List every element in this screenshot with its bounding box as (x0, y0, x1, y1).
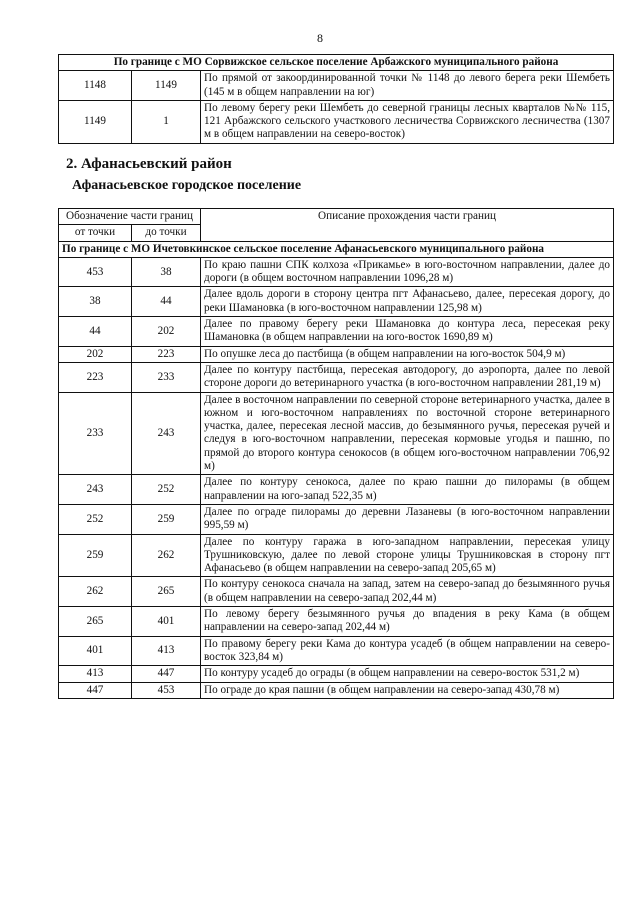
cell-from: 447 (59, 682, 132, 698)
table-header-row (59, 209, 614, 225)
cell-from: 243 (59, 475, 132, 505)
cell-description: По левому берегу реки Шембеть до северной границы лесных кварталов №№ 115, 121 Арбажского сельского участкового лесничества Сорвижского лесничества (1307 м в общем направлении на северо-восток) (201, 100, 614, 143)
boundary-table-afanasyevo (58, 208, 614, 699)
section-title: По границе с МО Ичетовкинское сельское поселение Афанасьевского муниципального района (59, 241, 614, 257)
cell-description: Далее по ограде пилорамы до деревни Лазаневы (в юго-восточном направлении 995,59 м) (201, 504, 614, 534)
cell-from: 413 (59, 666, 132, 682)
cell-from: 1148 (59, 71, 132, 101)
cell-from: 233 (59, 392, 132, 475)
cell-from: 223 (59, 362, 132, 392)
table-row (59, 392, 614, 475)
region-heading: 2. Афанасьевский район (66, 156, 232, 172)
table-row (59, 534, 614, 577)
cell-to: 223 (132, 346, 201, 362)
cell-from: 252 (59, 504, 132, 534)
table-row (59, 362, 614, 392)
cell-description: По краю пашни СПК колхоза «Прикамье» в юго-восточном направлении, далее до дороги (в общем восточном направлении 1096,28 м) (201, 257, 614, 287)
cell-to: 233 (132, 362, 201, 392)
table-row (59, 475, 614, 505)
header-to: до точки (132, 225, 201, 241)
cell-description: По ограде до края пашни (в общем направлении на северо-запад 430,78 м) (201, 682, 614, 698)
cell-to: 202 (132, 317, 201, 347)
cell-to: 453 (132, 682, 201, 698)
cell-to: 38 (132, 257, 201, 287)
table-row (59, 636, 614, 666)
cell-from: 259 (59, 534, 132, 577)
cell-to: 44 (132, 287, 201, 317)
cell-description: Далее по контуру гаража в юго-западном направлении, пересекая улицу Трушниковскую, далее по левой стороне улицы Трушниковская в сторону пгт Афанасьево (в общем направлении на северо-запад 205,65 м) (201, 534, 614, 577)
cell-description: Далее в восточном направлении по северной стороне ветеринарного участка, далее в южном и юго-восточном направлениях по восточной стороне ветеринарного участка, далее, пересекая лесной массив, до безымянного ручья, пересекая ручей и следуя в юго-восточном направлении, пересекая кормовые угодья и пашню, по прямой до второго контура сенокосов (в общем юго-восточном направлении 706,92 м) (201, 392, 614, 475)
cell-to: 243 (132, 392, 201, 475)
cell-description: Далее по контуру пастбища, пересекая автодорогу, до аэропорта, далее по левой стороне дороги до ветеринарного участка (в юго-восточном направлении 281,19 м) (201, 362, 614, 392)
cell-to: 265 (132, 577, 201, 607)
table-row (59, 577, 614, 607)
cell-from: 262 (59, 577, 132, 607)
header-description: Описание прохождения части границ (201, 209, 614, 242)
settlement-heading: Афанасьевское городское поселение (72, 178, 302, 193)
cell-to: 413 (132, 636, 201, 666)
table-row (59, 607, 614, 637)
table-section-row (59, 55, 614, 71)
table-row (59, 287, 614, 317)
cell-to: 262 (132, 534, 201, 577)
cell-description: По контуру сенокоса сначала на запад, затем на северо-запад до безымянного ручья (в общем направлении на северо-запад 202,44 м) (201, 577, 614, 607)
cell-description: По опушке леса до пастбища (в общем направлении на юго-восток 504,9 м) (201, 346, 614, 362)
cell-description: По левому берегу безымянного ручья до впадения в реку Кама (в общем направлении на северо-запад 202,44 м) (201, 607, 614, 637)
cell-to: 259 (132, 504, 201, 534)
header-parts: Обозначение части границ (59, 209, 201, 225)
boundary-table-arbazh (58, 54, 614, 144)
table-row (59, 666, 614, 682)
section-title: По границе с МО Сорвижское сельское поселение Арбажского муниципального района (59, 55, 614, 71)
cell-description: По правому берегу реки Кама до контура усадеб (в общем направлении на северо-восток 323,84 м) (201, 636, 614, 666)
cell-description: Далее по правому берегу реки Шамановка до контура леса, пересекая реку Шамановка (в общем направлении на юго-восток 1690,89 м) (201, 317, 614, 347)
table-row (59, 682, 614, 698)
table-row (59, 317, 614, 347)
cell-to: 447 (132, 666, 201, 682)
cell-from: 453 (59, 257, 132, 287)
cell-description: Далее вдоль дороги в сторону центра пгт Афанасьево, далее, пересекая дорогу, до реки Шамановка (в юго-восточном направлении 125,98 м) (201, 287, 614, 317)
cell-to: 252 (132, 475, 201, 505)
table-row (59, 346, 614, 362)
cell-description: По контуру усадеб до ограды (в общем направлении на северо-восток 531,2 м) (201, 666, 614, 682)
table-row (59, 504, 614, 534)
cell-from: 44 (59, 317, 132, 347)
cell-to: 1149 (132, 71, 201, 101)
cell-from: 38 (59, 287, 132, 317)
table-row (59, 100, 614, 143)
cell-from: 202 (59, 346, 132, 362)
cell-description: По прямой от закоординированной точки № 1148 до левого берега реки Шембеть (145 м в общем направлении на юг) (201, 71, 614, 101)
header-from: от точки (59, 225, 132, 241)
cell-description: Далее по контуру сенокоса, далее по краю пашни до пилорамы (в общем направлении на юго-запад 522,35 м) (201, 475, 614, 505)
table-section-row (59, 241, 614, 257)
page-number: 8 (317, 31, 323, 45)
cell-from: 1149 (59, 100, 132, 143)
cell-to: 1 (132, 100, 201, 143)
cell-from: 265 (59, 607, 132, 637)
cell-to: 401 (132, 607, 201, 637)
table-row (59, 71, 614, 101)
cell-from: 401 (59, 636, 132, 666)
table-row (59, 257, 614, 287)
